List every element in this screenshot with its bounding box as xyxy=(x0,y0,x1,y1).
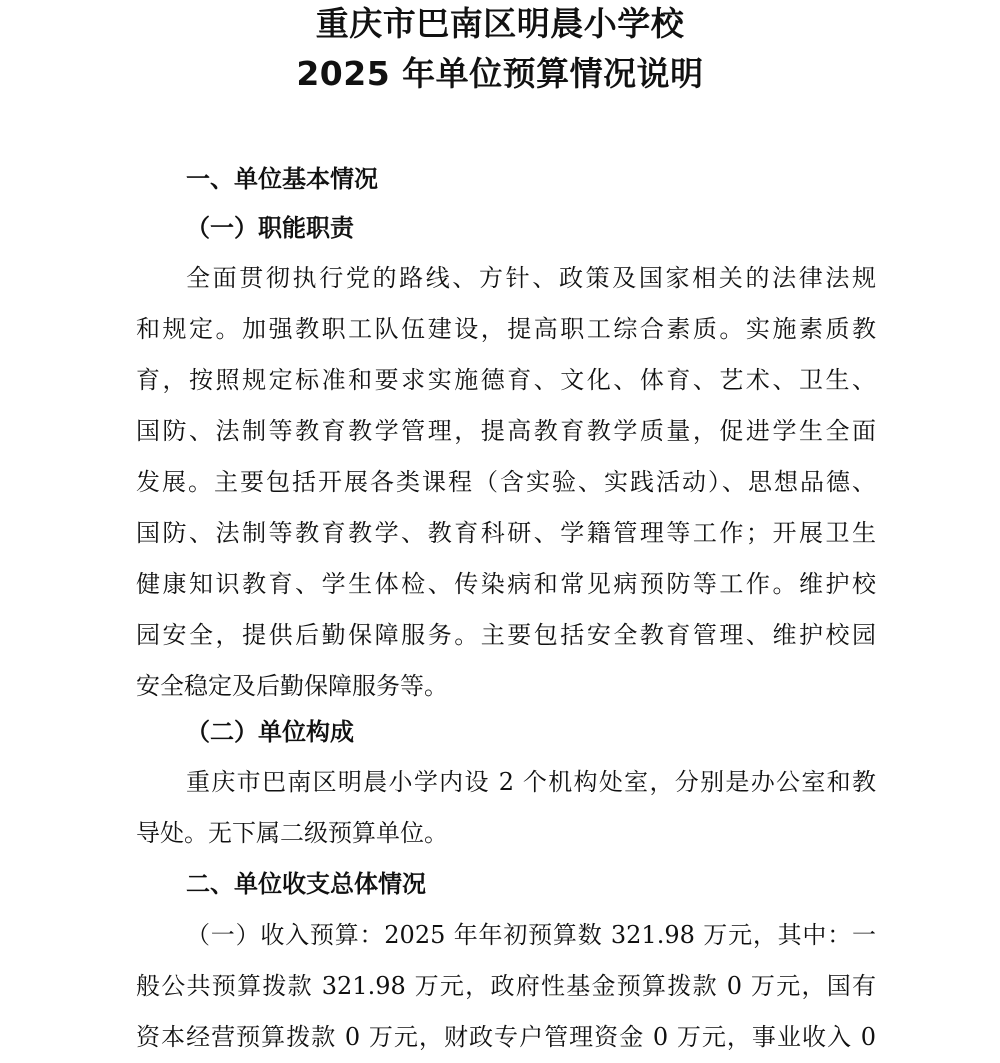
text-line: 和规定。加强教职工队伍建设，提高职工综合素质。实施素质教 xyxy=(136,315,876,343)
section-1-heading: 一、单位基本情况 xyxy=(186,165,378,193)
section-2-heading: 二、单位收支总体情况 xyxy=(186,870,426,898)
text-line: 般公共预算拨款 321.98 万元，政府性基金预算拨款 0 万元，国有 xyxy=(136,972,876,1000)
text-line: 国防、法制等教育教学、教育科研、学籍管理等工作；开展卫生 xyxy=(136,519,876,547)
text-line: （一）收入预算：2025 年年初预算数 321.98 万元，其中：一 xyxy=(186,921,876,949)
text-line: 导处。无下属二级预算单位。 xyxy=(136,819,448,847)
text-line: 育，按照规定标准和要求实施德育、文化、体育、艺术、卫生、 xyxy=(136,366,876,394)
text-line: 发展。主要包括开展各类课程（含实验、实践活动）、思想品德、 xyxy=(136,468,876,496)
text-line: 安全稳定及后勤保障服务等。 xyxy=(136,672,448,700)
document-title-line-1: 重庆市巴南区明晨小学校 xyxy=(315,4,685,43)
text-line: 健康知识教育、学生体检、传染病和常见病预防等工作。维护校 xyxy=(136,570,876,598)
structure-paragraph xyxy=(136,757,876,859)
text-line: 全面贯彻执行党的路线、方针、政策及国家相关的法律法规 xyxy=(186,264,876,292)
income-budget-paragraph xyxy=(136,910,876,1063)
text-line: 重庆市巴南区明晨小学内设 2 个机构处室，分别是办公室和教 xyxy=(186,768,876,796)
text-line: 国防、法制等教育教学管理，提高教育教学质量，促进学生全面 xyxy=(136,417,876,445)
text-line: 园安全，提供后勤保障服务。主要包括安全教育管理、维护校园 xyxy=(136,621,876,649)
duties-paragraph xyxy=(136,253,876,712)
text-line: 资本经营预算拨款 0 万元，财政专户管理资金 0 万元，事业收入 0 xyxy=(136,1023,876,1051)
section-1-subheading-duties: （一）职能职责 xyxy=(186,213,354,242)
document-title-line-2: 2025 年单位预算情况说明 xyxy=(296,54,704,93)
section-1-subheading-structure: （二）单位构成 xyxy=(186,717,354,746)
